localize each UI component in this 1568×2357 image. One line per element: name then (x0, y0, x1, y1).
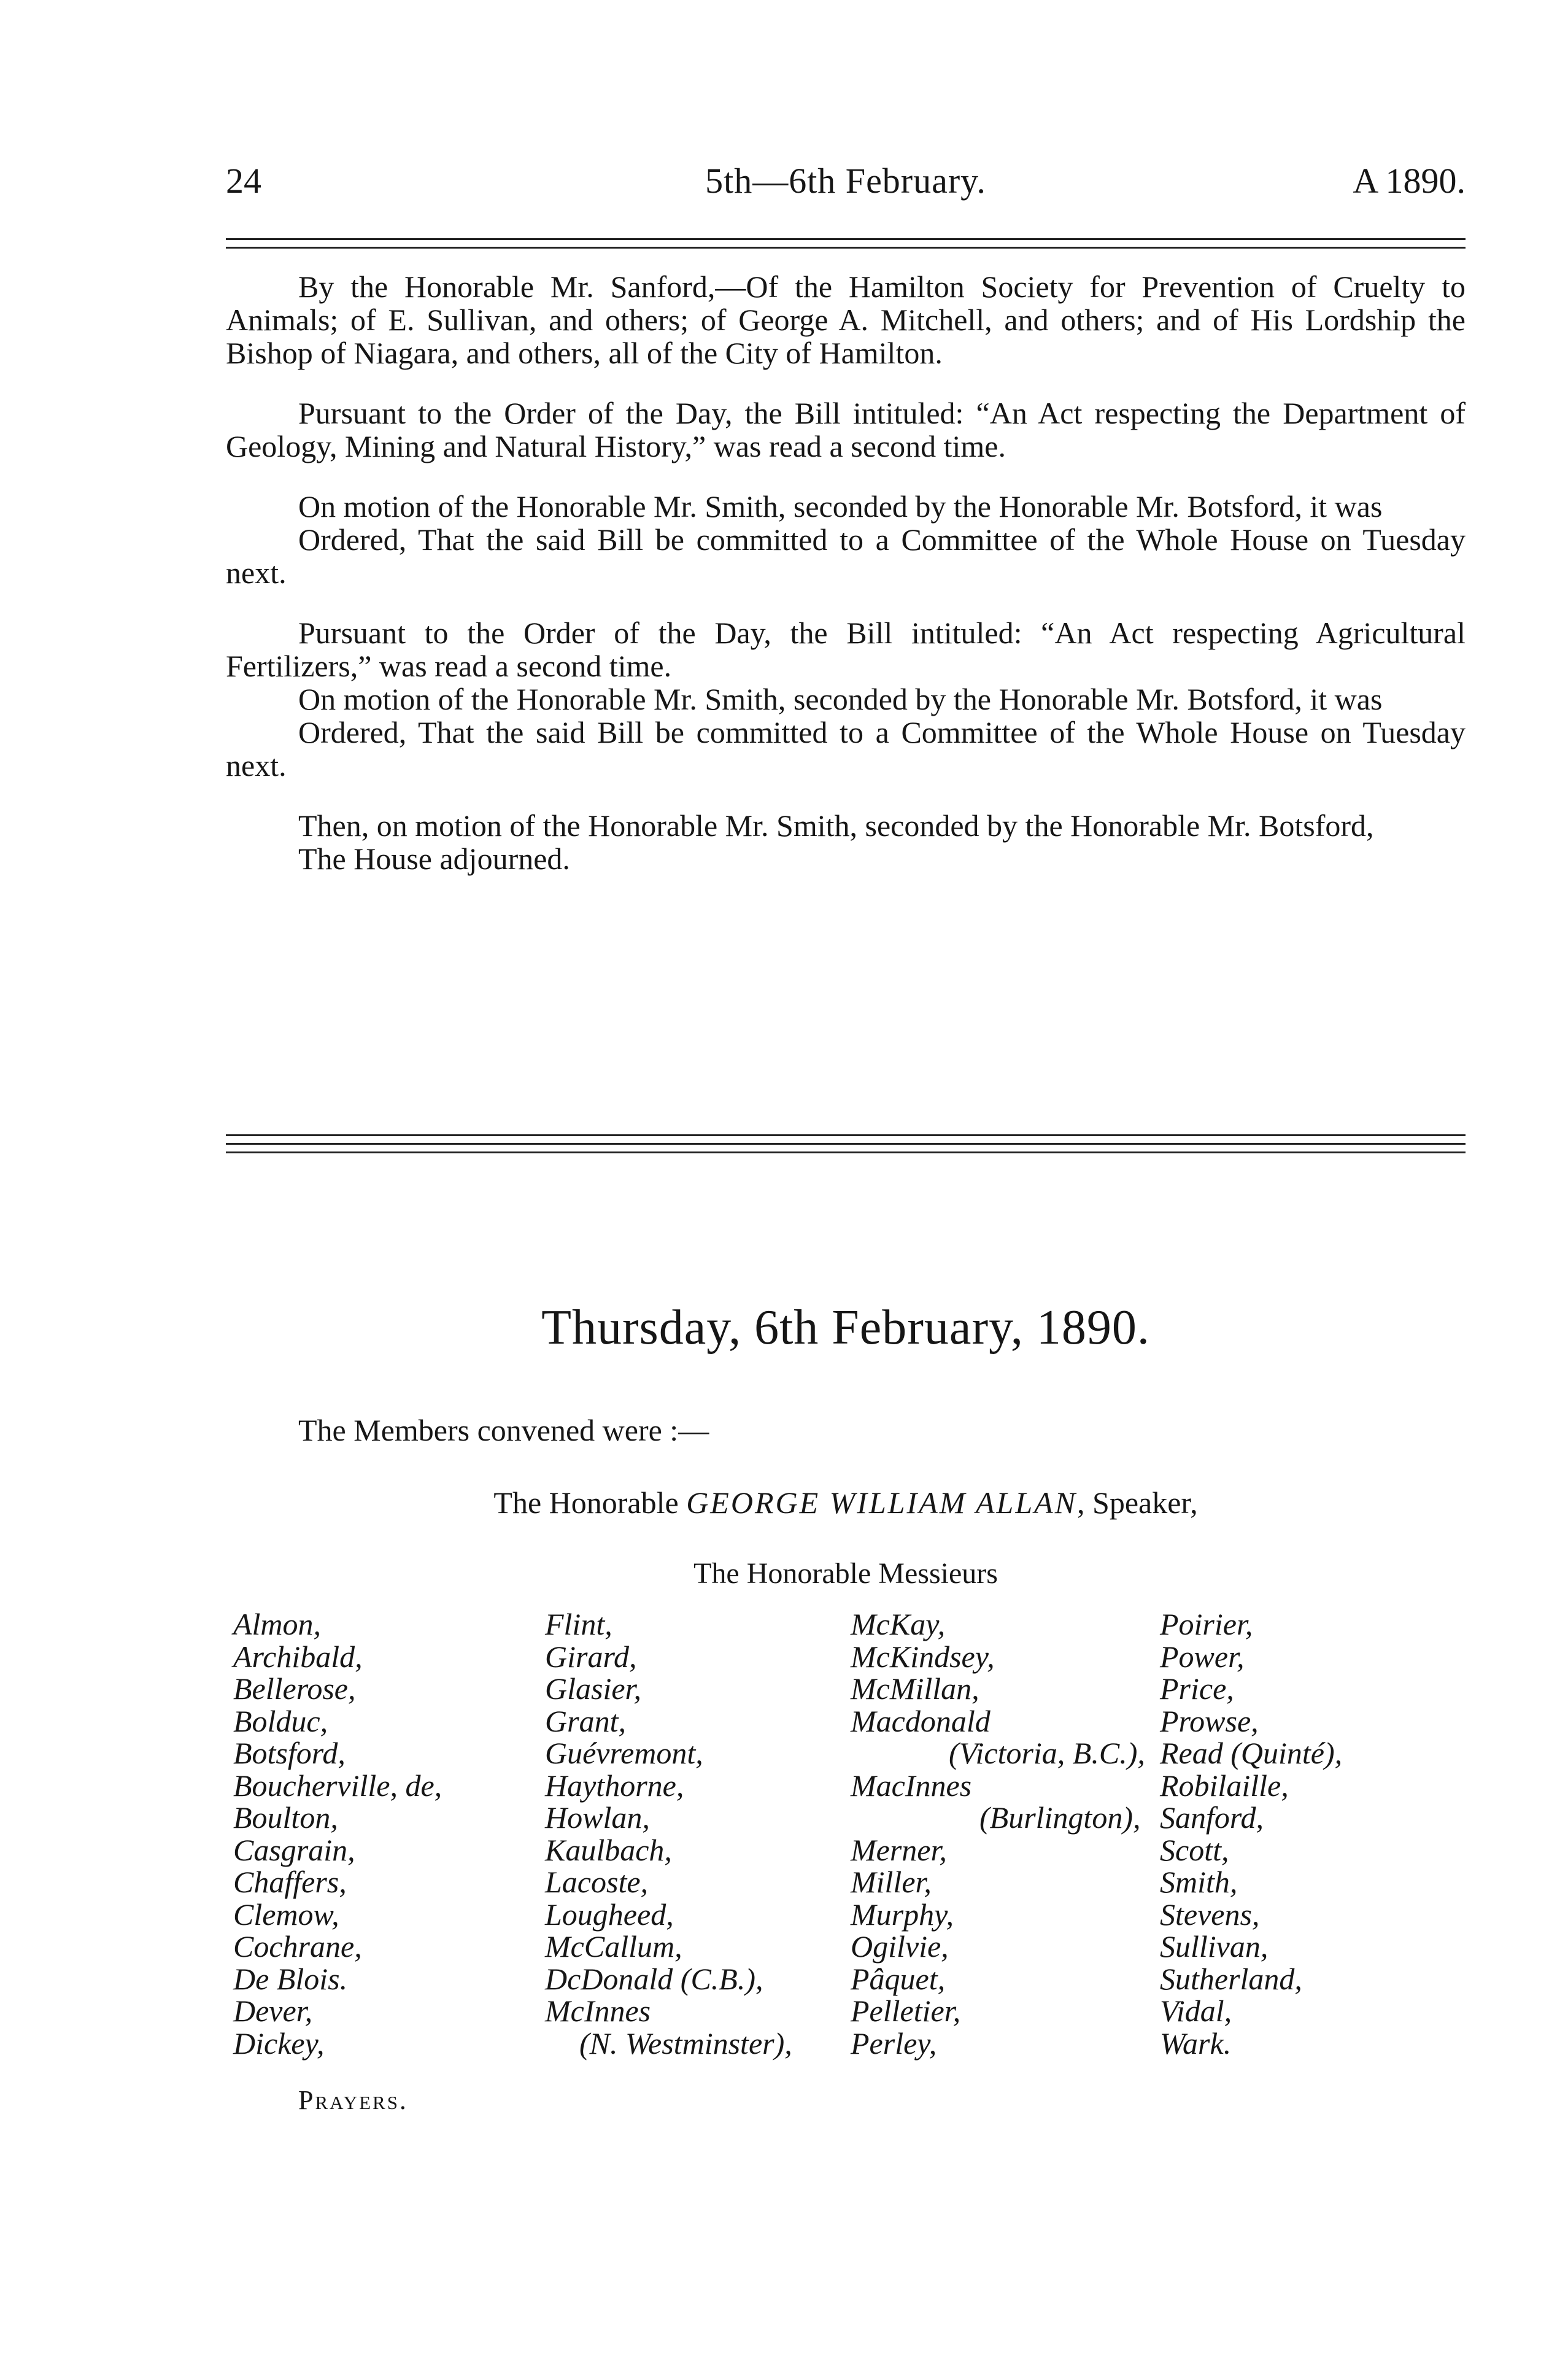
members-intro: The Members convened were :— (298, 1413, 709, 1447)
section-rule-3 (226, 1151, 1466, 1153)
member-name: Glasier, (545, 1671, 641, 1706)
member-name: Sanford, (1160, 1800, 1264, 1835)
header-rule-bottom (226, 247, 1466, 249)
speaker-name: GEORGE WILLIAM ALLAN (686, 1485, 1078, 1520)
speaker-line (226, 1484, 1466, 1521)
member-name: Clemow, (233, 1897, 339, 1932)
member-name: MacInnes (851, 1768, 972, 1803)
member-name: Sullivan, (1160, 1929, 1269, 1964)
motion-fertilizers-paragraph: On motion of the Honorable Mr. Smith, seconded by the Honorable Mr. Botsford, it was (298, 682, 1383, 716)
members-column-1 (233, 1608, 442, 2059)
member-name: Archibald, (233, 1639, 363, 1674)
page-number: 24 (226, 161, 261, 201)
adjourn-motion-paragraph: Then, on motion of the Honorable Mr. Smith, seconded by the Honorable Mr. Botsford, (298, 808, 1374, 843)
member-name: Cochrane, (233, 1929, 362, 1964)
member-name: McMillan, (851, 1671, 979, 1706)
member-name: McInnes (545, 1994, 651, 2028)
messieurs-heading: The Honorable Messieurs (693, 1557, 998, 1590)
member-name: Power, (1160, 1639, 1245, 1674)
member-name: Pelletier, (851, 1994, 961, 2028)
order-fertilizers-paragraph: Pursuant to the Order of the Day, the Bill intituled: “An Act respecting Agricultural Fertilizers,” was read a second time. (226, 616, 1466, 683)
member-name: McKay, (851, 1607, 946, 1641)
member-name: Prowse, (1160, 1703, 1259, 1738)
speaker-prefix: The Honorable (493, 1485, 679, 1520)
member-name: Miller, (851, 1865, 932, 1899)
member-name: McKindsey, (851, 1639, 995, 1674)
ordered-geology-paragraph: Ordered, That the said Bill be committed to a Committee of the Whole House on Tuesday next. (226, 522, 1466, 590)
member-name: Merner, (851, 1832, 947, 1867)
member-name: Sutherland, (1160, 1961, 1302, 1996)
member-name: Wark. (1160, 2026, 1232, 2061)
member-name: DcDonald (C.B.), (545, 1961, 763, 1996)
member-name: De Blois. (233, 1961, 348, 1996)
member-name: Bolduc, (233, 1703, 328, 1738)
petitions-paragraph: By the Honorable Mr. Sanford,—Of the Hamilton Society for Prevention of Cruelty to Animals; of E. Sullivan, and others; of George A. Mitchell, and others; and of His Lordship the Bishop of Niagara, and others, all of the City of Hamilton. (226, 269, 1466, 370)
member-name: Stevens, (1160, 1897, 1260, 1932)
member-name: Read (Quinté), (1160, 1736, 1343, 1770)
member-name: Flint, (545, 1607, 612, 1641)
prayers-heading: Prayers. (298, 2085, 408, 2115)
member-name: Poirier, (1160, 1607, 1253, 1641)
member-name: Pâquet, (851, 1961, 946, 1996)
member-name: McCallum, (545, 1929, 682, 1964)
member-name: Macdonald (851, 1703, 991, 1738)
member-name: Grant, (545, 1703, 626, 1738)
header-rule-top (226, 238, 1466, 240)
page-year: A 1890. (1353, 161, 1466, 201)
member-name: Perley, (851, 2026, 937, 2061)
member-name: Dickey, (233, 2026, 325, 2061)
section-rule-2 (226, 1143, 1466, 1145)
members-column-3 (851, 1608, 1145, 2059)
proceedings-text (226, 270, 1466, 875)
member-name: Casgrain, (233, 1832, 355, 1867)
member-name: (Burlington), (979, 1800, 1141, 1835)
member-name: Haythorne, (545, 1768, 684, 1803)
member-name: Vidal, (1160, 1994, 1232, 2028)
order-geology-paragraph: Pursuant to the Order of the Day, the Bill intituled: “An Act respecting the Department of Geology, Mining and Natural History,” was read a second time. (226, 396, 1466, 463)
member-name: Murphy, (851, 1897, 954, 1932)
member-name: Howlan, (545, 1800, 650, 1835)
member-name: Robilaille, (1160, 1768, 1289, 1803)
running-head (226, 157, 1466, 206)
ordered-fertilizers-paragraph: Ordered, That the said Bill be committed to a Committee of the Whole House on Tuesday next. (226, 715, 1466, 783)
member-name: Scott, (1160, 1832, 1229, 1867)
motion-geology-paragraph: On motion of the Honorable Mr. Smith, seconded by the Honorable Mr. Botsford, it was (298, 489, 1383, 524)
member-name: Chaffers, (233, 1865, 347, 1899)
member-name: Dever, (233, 1994, 313, 2028)
member-name: Almon, (233, 1607, 322, 1641)
member-name: Botsford, (233, 1736, 346, 1770)
member-name: Guévremont, (545, 1736, 703, 1770)
members-column-2 (545, 1608, 792, 2059)
member-name: Boulton, (233, 1800, 338, 1835)
members-column-4 (1160, 1608, 1342, 2059)
member-name: (N. Westminster), (579, 2026, 792, 2061)
member-name: Smith, (1160, 1865, 1238, 1899)
member-name: Lougheed, (545, 1897, 674, 1932)
member-name: Price, (1160, 1671, 1234, 1706)
member-name: Lacoste, (545, 1865, 649, 1899)
member-name: Bellerose, (233, 1671, 356, 1706)
member-name: Kaulbach, (545, 1832, 672, 1867)
member-name: Girard, (545, 1639, 637, 1674)
speaker-suffix: , Speaker, (1077, 1485, 1198, 1520)
adjourned-paragraph: The House adjourned. (298, 842, 570, 876)
day-heading: Thursday, 6th February, 1890. (541, 1301, 1150, 1355)
member-name: Ogilvie, (851, 1929, 949, 1964)
member-name: (Victoria, B.C.), (949, 1736, 1145, 1770)
section-rule-1 (226, 1134, 1466, 1136)
page-title: 5th—6th February. (705, 161, 986, 201)
member-name: Boucherville, de, (233, 1768, 442, 1803)
